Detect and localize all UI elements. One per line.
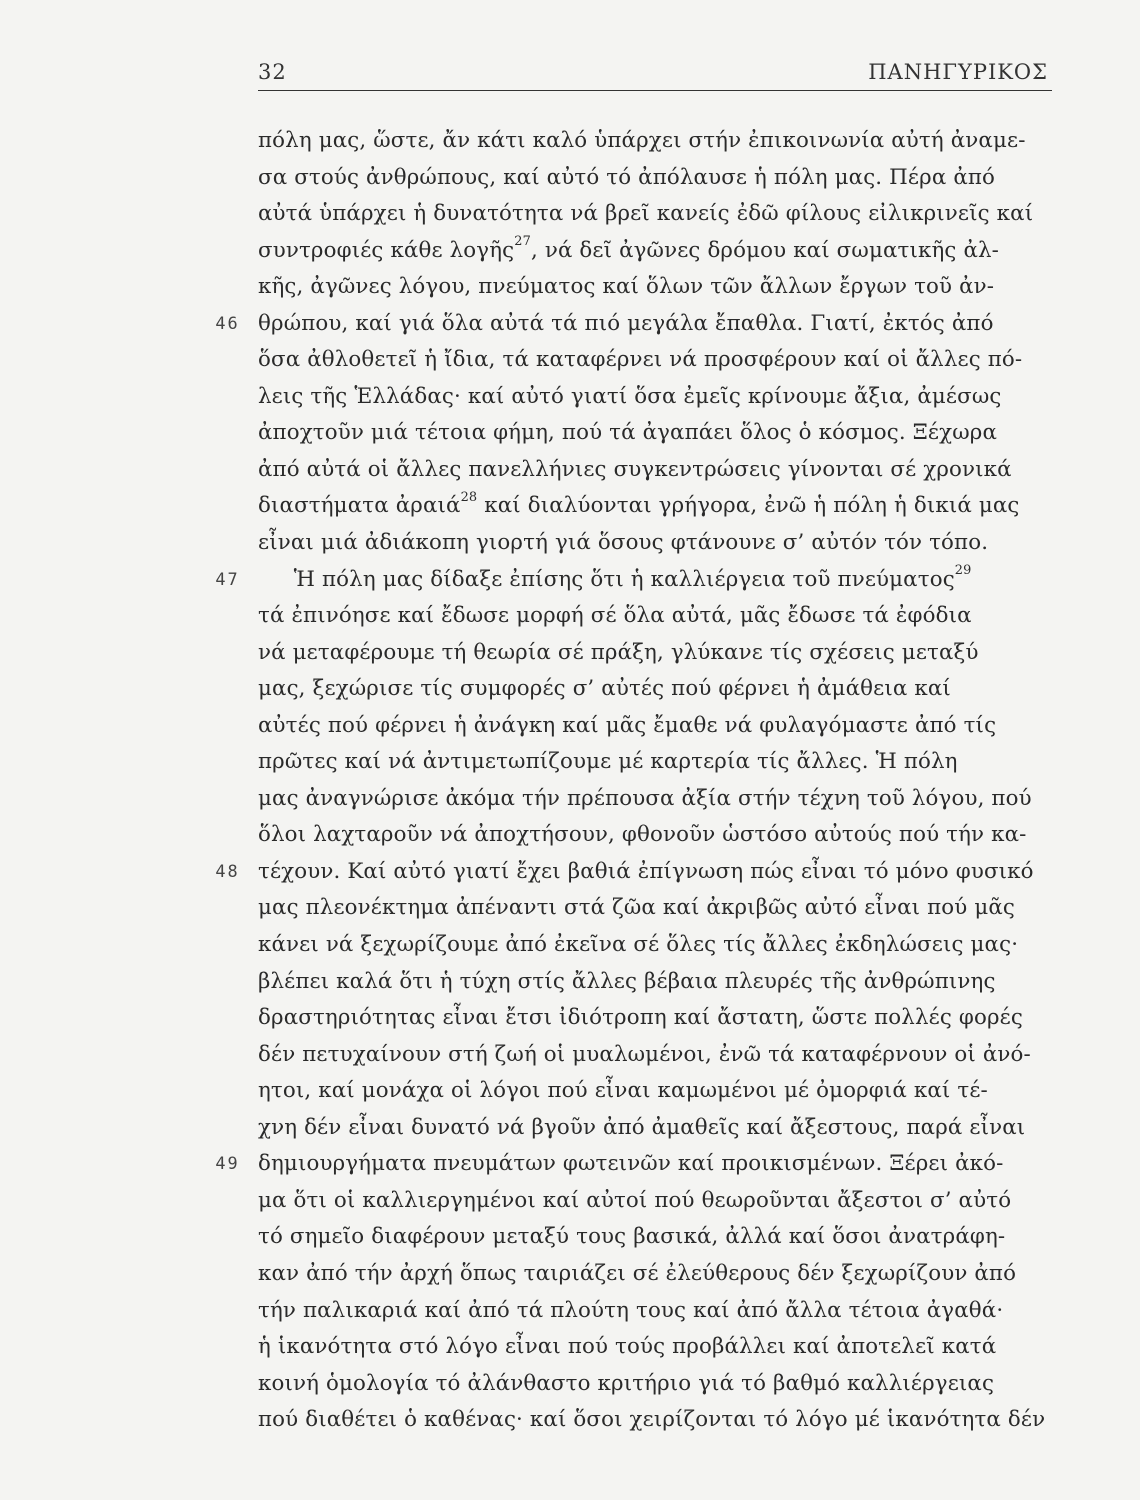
line-text: εἶναι μιά ἀδιάκοπη γιορτή γιά ὅσους φτάνουνε σ’ αὐτόν τόν τόπο. xyxy=(258,530,989,556)
text-line xyxy=(258,781,1052,818)
footnote-marker: 29 xyxy=(954,563,972,579)
line-text: δραστηριότητας εἶναι ἔτσι ἰδιότροπη καί ἄστατη, ὥστε πολλές φορές xyxy=(258,1005,1023,1031)
text-line xyxy=(258,269,1052,306)
text-line xyxy=(258,635,1052,672)
page-number: 32 xyxy=(258,60,287,84)
text-line xyxy=(258,890,1052,927)
text-line xyxy=(258,598,1052,635)
line-text: νά μεταφέρουμε τή θεωρία σέ πράξη, γλύκανε τίς σχέσεις μεταξύ xyxy=(258,639,979,665)
line-text: χνη δέν εἶναι δυνατό νά βγοῦν ἀπό ἀμαθεῖς καί ἄξεστους, παρά εἶναι xyxy=(258,1114,1026,1140)
line-text: βλέπει καλά ὅτι ἡ τύχη στίς ἄλλες βέβαια πλευρές τῆς ἀνθρώπινης xyxy=(258,968,996,994)
line-text: διαστήματα ἀραιά xyxy=(258,493,461,519)
section-number: 47 xyxy=(215,569,240,590)
text-line xyxy=(258,1037,1052,1074)
text-line xyxy=(258,342,1052,379)
line-text: τέχουν. Καί αὐτό γιατί ἔχει βαθιά ἐπίγνωση πώς εἶναι τό μόνο φυσικό xyxy=(258,858,1034,884)
line-text: τό σημεῖο διαφέρουν μεταξύ τους βασικά, ἀλλά καί ὅσοι ἀνατράφη- xyxy=(258,1224,1006,1250)
line-text: μας, ξεχώρισε τίς συμφορές σ’ αὐτές πού φέρνει ἡ ἀμάθεια καί xyxy=(258,676,951,702)
text-line xyxy=(258,671,1052,708)
text-line xyxy=(215,562,1052,599)
text-line xyxy=(258,1219,1052,1256)
text-line xyxy=(258,964,1052,1001)
text-line xyxy=(258,1110,1052,1147)
line-text: συντροφιές κάθε λογῆς xyxy=(258,237,515,263)
line-text: κῆς, ἀγῶνες λόγου, πνεύματος καί ὅλων τῶν ἄλλων ἔργων τοῦ ἀν- xyxy=(258,274,995,300)
line-text: θρώπου, καί γιά ὅλα αὐτά τά πιό μεγάλα ἔπαθλα. Γιατί, ἐκτός ἀπό xyxy=(258,310,994,336)
text-line xyxy=(258,927,1052,964)
text-line xyxy=(258,452,1052,489)
footnote-marker: 28 xyxy=(460,490,478,506)
text-line xyxy=(258,525,1052,562)
line-text: ὅσα ἀθλοθετεῖ ἡ ἴδια, τά καταφέρνει νά προσφέρουν καί οἱ ἄλλες πό- xyxy=(258,347,1023,373)
text-line xyxy=(258,415,1052,452)
line-text: ἡ ἱκανότητα στό λόγο εἶναι πού τούς προβάλλει καί ἀποτελεῖ κατά xyxy=(258,1334,997,1360)
section-number: 46 xyxy=(215,313,240,334)
text-line xyxy=(258,379,1052,416)
section-number: 49 xyxy=(215,1154,240,1175)
footnote-marker: 27 xyxy=(514,234,531,250)
line-text-continued: καί διαλύονται γρήγορα, ἐνῶ ἡ πόλη ἡ δικιά μας xyxy=(477,493,1020,519)
line-text: λεις τῆς Ἑλλάδας· καί αὐτό γιατί ὅσα ἐμεῖς κρίνουμε ἄξια, ἀμέσως xyxy=(258,383,1002,409)
running-title: ΠΑΝΗΓΥΡΙΚΟΣ xyxy=(868,60,1048,84)
text-line xyxy=(258,233,1052,270)
line-text: μας ἀναγνώρισε ἀκόμα τήν πρέπουσα ἀξία στήν τέχνη τοῦ λόγου, πού xyxy=(258,785,1032,811)
line-text: ὅλοι λαχταροῦν νά ἀποχτήσουν, φθονοῦν ὡστόσο αὐτούς πού τήν κα- xyxy=(258,822,1027,848)
text-line xyxy=(215,854,1052,891)
text-line xyxy=(258,1000,1052,1037)
line-text: πού διαθέτει ὁ καθένας· καί ὅσοι χειρίζονται τό λόγο μέ ἱκανότητα δέν xyxy=(258,1407,1046,1433)
text-line xyxy=(215,306,1052,343)
text-line xyxy=(258,1256,1052,1293)
text-line xyxy=(258,1293,1052,1330)
line-text: δημιουργήματα πνευμάτων φωτεινῶν καί προικισμένων. Ξέρει ἀκό- xyxy=(258,1151,1004,1177)
line-text: τήν παλικαριά καί ἀπό τά πλούτη τους καί ἀπό ἄλλα τέτοια ἀγαθά· xyxy=(258,1297,1004,1323)
line-text: τά ἐπινόησε καί ἔδωσε μορφή σέ ὅλα αὐτά, μᾶς ἔδωσε τά ἐφόδια xyxy=(258,603,972,629)
text-line xyxy=(258,744,1052,781)
text-line xyxy=(258,123,1052,160)
text-line xyxy=(258,817,1052,854)
text-line xyxy=(258,160,1052,197)
line-text: ητοι, καί μονάχα οἱ λόγοι πού εἶναι καμωμένοι μέ ὀμορφιά καί τέ- xyxy=(258,1078,988,1104)
text-line xyxy=(258,1329,1052,1366)
line-text: αὐτά ὑπάρχει ἡ δυνατότητα νά βρεῖ κανείς ἐδῶ φίλους εἰλικρινεῖς καί xyxy=(258,201,1034,227)
text-line xyxy=(258,1183,1052,1220)
text-line xyxy=(258,1402,1052,1439)
section-number: 48 xyxy=(215,861,240,882)
line-text: σα στούς ἀνθρώπους, καί αὐτό τό ἀπόλαυσε ἡ πόλη μας. Πέρα ἀπό xyxy=(258,164,996,190)
line-text: κοινή ὁμολογία τό ἀλάνθαστο κριτήριο γιά τό βαθμό καλλιέργειας xyxy=(258,1370,995,1396)
line-text: μα ὅτι οἱ καλλιεργημένοι καί αὐτοί πού θεωροῦνται ἄξεστοι σ’ αὐτό xyxy=(258,1187,1012,1213)
line-text: αὐτές πού φέρνει ἡ ἀνάγκη καί μᾶς ἔμαθε νά φυλαγόμαστε ἀπό τίς xyxy=(258,712,997,738)
line-text: ἀπό αὐτά οἱ ἄλλες πανελλήνιες συγκεντρώσεις γίνονται σέ χρονικά xyxy=(258,456,1012,482)
line-text: ἀποχτοῦν μιά τέτοια φήμη, πού τά ἀγαπάει ὅλος ὁ κόσμος. Ξέχωρα xyxy=(258,420,998,446)
line-text: Ἡ πόλη μας δίδαξε ἐπίσης ὅτι ἡ καλλιέργεια τοῦ πνεύματος xyxy=(293,566,955,592)
line-text: καν ἀπό τήν ἀρχή ὅπως ταιριάζει σέ ἐλεύθερους δέν ξεχωρίζουν ἀπό xyxy=(258,1260,1017,1286)
text-line xyxy=(215,1146,1052,1183)
page-header xyxy=(258,58,1052,91)
line-text: δέν πετυχαίνουν στή ζωή οἱ μυαλωμένοι, ἐνῶ τά καταφέρνουν οἱ ἀνό- xyxy=(258,1041,1031,1067)
text-line xyxy=(258,1073,1052,1110)
line-text: πόλη μας, ὥστε, ἄν κάτι καλό ὑπάρχει στήν ἐπικοινωνία αὐτή ἀναμε- xyxy=(258,128,1026,153)
line-text: μας πλεονέκτημα ἀπέναντι στά ζῶα καί ἀκριβῶς αὐτό εἶναι πού μᾶς xyxy=(258,895,1016,921)
line-text: κάνει νά ξεχωρίζουμε ἀπό ἐκεῖνα σέ ὅλες τίς ἄλλες ἐκδηλώσεις μας· xyxy=(258,932,1019,958)
text-line xyxy=(258,1366,1052,1403)
body-text xyxy=(215,123,1058,1439)
line-text: πρῶτες καί νά ἀντιμετωπίζουμε μέ καρτερία τίς ἄλλες. Ἡ πόλη xyxy=(258,749,958,775)
text-line xyxy=(258,196,1052,233)
text-line xyxy=(258,708,1052,745)
line-text-continued: , νά δεῖ ἀγῶνες δρόμου καί σωματικῆς ἀλ- xyxy=(530,237,1000,263)
text-line xyxy=(258,488,1052,525)
